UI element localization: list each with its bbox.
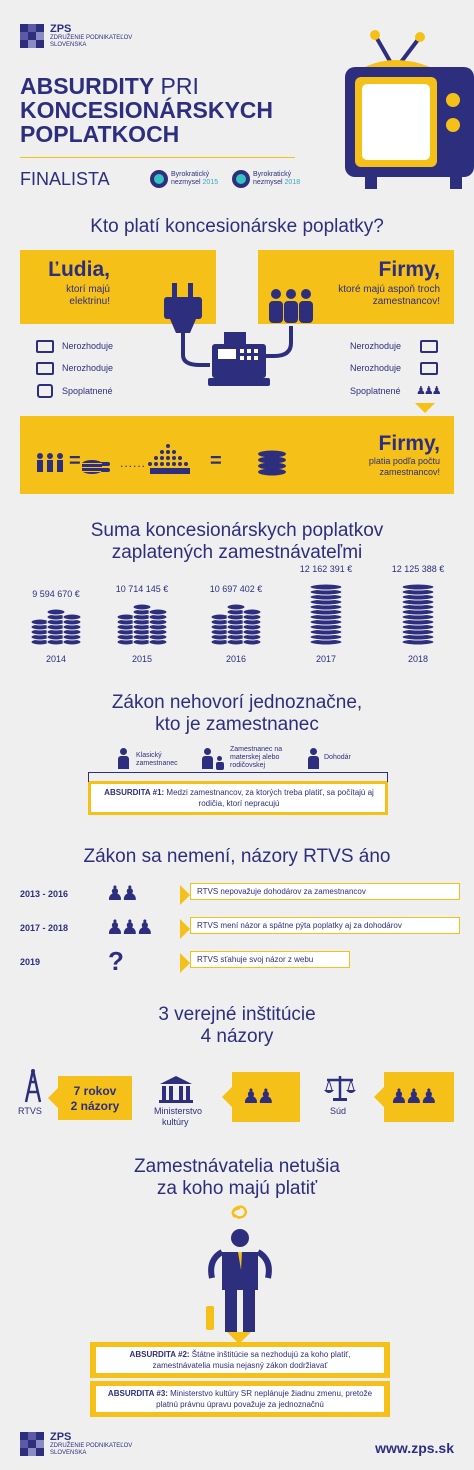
absurd2-text <box>100 1349 380 1371</box>
change-row-1 <box>20 880 460 910</box>
value-label: 10 697 402 € <box>209 584 263 594</box>
right-item-label: Spoplatnené <box>350 386 401 396</box>
finalista-label: FINALISTA <box>20 169 110 189</box>
award-line2: nezmysel <box>171 179 201 186</box>
tv-small-icon <box>420 362 438 375</box>
rtvs-box-line2: 2 názory <box>70 1099 120 1113</box>
award-year: 2018 <box>284 179 301 186</box>
logo-line2: SLOVENSKA <box>50 1450 87 1456</box>
absurd1-label: ABSURDITA #1: <box>104 788 165 797</box>
rtvs-box-line1: 7 rokov <box>73 1084 117 1098</box>
year-label: 2016 <box>225 654 247 664</box>
coin <box>117 614 135 620</box>
page-title <box>20 75 320 146</box>
ministry-box-arrow <box>222 1087 232 1107</box>
award-line2: nezmysel <box>253 179 283 186</box>
court-box-arrow <box>374 1087 384 1107</box>
award-2015 <box>150 170 230 192</box>
logo-line1: ZDRUŽENIE PODNIKATEĽOV <box>50 35 133 41</box>
section-title-emp-1: Zamestnávatelia netušia <box>134 1156 340 1177</box>
value-label: 12 125 388 € <box>391 564 445 574</box>
change-years: 2019 <box>20 957 41 967</box>
section-title-sum-2: zaplatených zamestnávateľmi <box>111 542 363 563</box>
coin <box>133 604 151 610</box>
right-item-radio <box>330 340 440 354</box>
rtvs-box-arrow <box>48 1088 58 1108</box>
change-row-2 <box>20 914 460 944</box>
award-line1: Byrokratický <box>171 171 210 178</box>
firms2-sub: platia podľa počtu zamestnancov! <box>368 456 440 477</box>
cash-register-icon <box>208 332 270 388</box>
family-icon: ♟♟♟ <box>106 917 151 939</box>
firms2-title: Firmy, <box>378 432 440 455</box>
absurd2-body: Štátne inštitúcie sa nezhodujú za koho platiť, zamestnávatelia musia nejasný zákon dodržiavať <box>152 1350 351 1370</box>
absurd3-body: Ministerstvo kultúry SR neplánuje žiadnu zmenu, pretože platnú právnu úpravu považuje za jednoznačnú <box>156 1389 373 1409</box>
tower-icon <box>22 1068 44 1104</box>
ministry-box-icons: ♟♟ <box>242 1086 272 1108</box>
type-label: Dohodár <box>324 754 351 761</box>
type-label: Klasický zamestnanec <box>136 752 178 767</box>
value-label: 12 162 391 € <box>299 564 353 574</box>
value-label: 10 714 145 € <box>115 584 169 594</box>
title-line2: KONCESIONÁRSKYCH <box>20 97 274 123</box>
dots-text: ...... <box>120 456 147 470</box>
header-logo <box>20 24 170 54</box>
person-icon <box>308 748 320 770</box>
court-box-icons: ♟♟♟ <box>390 1086 435 1108</box>
coin <box>310 584 342 590</box>
bottle-icon <box>206 1306 214 1330</box>
right-item-label: Nerozhoduje <box>350 363 402 373</box>
arrow-right-icon <box>180 919 190 939</box>
arrow-right-icon <box>180 953 190 973</box>
change-text: RTVS mení názor a spätne pýta poplatky aj za dohodárov <box>190 917 460 934</box>
award-line1: Byrokratický <box>253 171 292 178</box>
radio-icon <box>420 340 438 353</box>
left-item-label: Spoplatnené <box>62 386 113 396</box>
title-bold: ABSURDITY <box>20 73 155 99</box>
title-divider <box>20 157 295 158</box>
logo-line2: SLOVENSKA <box>50 42 87 48</box>
value-label: 9 594 670 € <box>32 589 80 599</box>
year-label: 2018 <box>407 654 429 664</box>
absurd2-label: ABSURDITA #2: <box>129 1350 190 1359</box>
question-icon: ? <box>108 946 124 976</box>
left-item-socket <box>36 384 156 398</box>
people-small-icon: ♟♟♟ <box>416 385 440 397</box>
person-icon <box>118 748 130 770</box>
rtvs-box <box>58 1076 132 1120</box>
footer-logo <box>20 1432 170 1462</box>
change-years: 2017 - 2018 <box>20 923 69 933</box>
left-item-label: Nerozhoduje <box>62 363 114 373</box>
coin <box>402 584 434 590</box>
award-2018 <box>232 170 312 192</box>
left-item-tv <box>36 362 156 376</box>
socket-icon <box>37 384 53 398</box>
tv-icon <box>335 15 474 195</box>
coin <box>227 604 245 610</box>
court-label: Súd <box>330 1106 347 1116</box>
ministry-label-2: kultúry <box>162 1117 189 1127</box>
eq-sign-2: = <box>210 450 222 472</box>
footer-url[interactable]: www.zps.sk <box>375 1440 454 1456</box>
logo-line1: ZDRUŽENIE PODNIKATEĽOV <box>50 1443 133 1449</box>
section-title-who-pays: Kto platí koncesionárske poplatky? <box>90 216 384 237</box>
coin <box>31 619 49 625</box>
sum-chart <box>0 560 474 670</box>
absurd1-body: Medzi zamestnancov, za ktorých treba platiť, sa počítajú aj rodičia, ktorí nepracujú <box>166 788 374 808</box>
coin <box>47 609 65 615</box>
people-sub: ktorí majú elektrinu! <box>66 284 110 307</box>
coin <box>63 614 81 620</box>
change-text: RTVS nepovažuje dohodárov za zamestnancov <box>190 883 460 900</box>
firms-sub: ktoré majú aspoň troch zamestnancov! <box>338 284 440 307</box>
title-line3: POPLATKOCH <box>20 121 180 147</box>
section-title-inst-1: 3 verejné inštitúcie <box>158 1004 316 1025</box>
logo-abbr: ZPS <box>50 1431 72 1443</box>
change-row-3 <box>20 948 460 978</box>
arrow-right-icon <box>180 885 190 905</box>
ministry-label-1: Ministerstvo <box>154 1106 203 1116</box>
employee-type-2 <box>202 746 312 774</box>
parent-child-icon <box>202 748 226 770</box>
section-title-law-2: kto je zamestnanec <box>155 714 319 735</box>
change-years: 2013 - 2016 <box>20 889 69 899</box>
logo-abbr: ZPS <box>50 23 72 35</box>
employee-type-1 <box>118 748 198 772</box>
logo-mark <box>20 24 44 48</box>
change-text: RTVS sťahuje svoj názor z webu <box>190 951 350 968</box>
award-year: 2015 <box>202 179 219 186</box>
employee-type-3 <box>308 748 368 772</box>
left-item-label: Nerozhoduje <box>62 341 114 351</box>
absurd1-bracket <box>88 772 388 782</box>
left-item-radio <box>36 340 156 354</box>
people-title: Ľudia, <box>48 258 110 281</box>
tv-small-icon <box>36 362 54 375</box>
section-title-emp-2: za koho majú platiť <box>156 1178 318 1199</box>
firms-title: Firmy, <box>378 258 440 281</box>
absurd1-text <box>96 787 382 809</box>
logo-mark <box>20 1432 44 1456</box>
year-label: 2017 <box>315 654 337 664</box>
family-icon: ♟♟ <box>106 883 136 905</box>
coin <box>149 609 167 615</box>
title-light: PRI <box>154 73 199 99</box>
section-title-law-1: Zákon nehovorí jednoznačne, <box>111 692 363 713</box>
section-title-inst-2: 4 názory <box>200 1026 274 1047</box>
absurd3-label: ABSURDITA #3: <box>107 1389 168 1398</box>
arrow-down-icon <box>415 403 435 413</box>
section-title-changes: Zákon sa nemení, názory RTVS áno <box>83 846 391 867</box>
eq-sign-1: = <box>69 450 81 472</box>
year-label: 2015 <box>131 654 153 664</box>
people-group-icon <box>266 288 316 378</box>
coin <box>243 609 261 615</box>
ministry-building-icon <box>158 1074 194 1104</box>
scales-icon <box>324 1074 356 1102</box>
right-item-people <box>330 384 440 398</box>
year-label: 2014 <box>45 654 67 664</box>
type-label: Zamestnanec na materskej alebo rodičovskej <box>230 746 283 769</box>
coin <box>211 614 229 620</box>
right-item-label: Nerozhoduje <box>350 341 402 351</box>
absurd3-text <box>100 1388 380 1410</box>
section-title-sum-1: Suma koncesionárskych poplatkov <box>90 520 384 541</box>
right-item-tv <box>330 362 440 376</box>
radio-icon <box>36 340 54 353</box>
plug-icon <box>160 275 210 375</box>
rtvs-label: RTVS <box>18 1106 42 1116</box>
coins-1 <box>82 460 102 474</box>
